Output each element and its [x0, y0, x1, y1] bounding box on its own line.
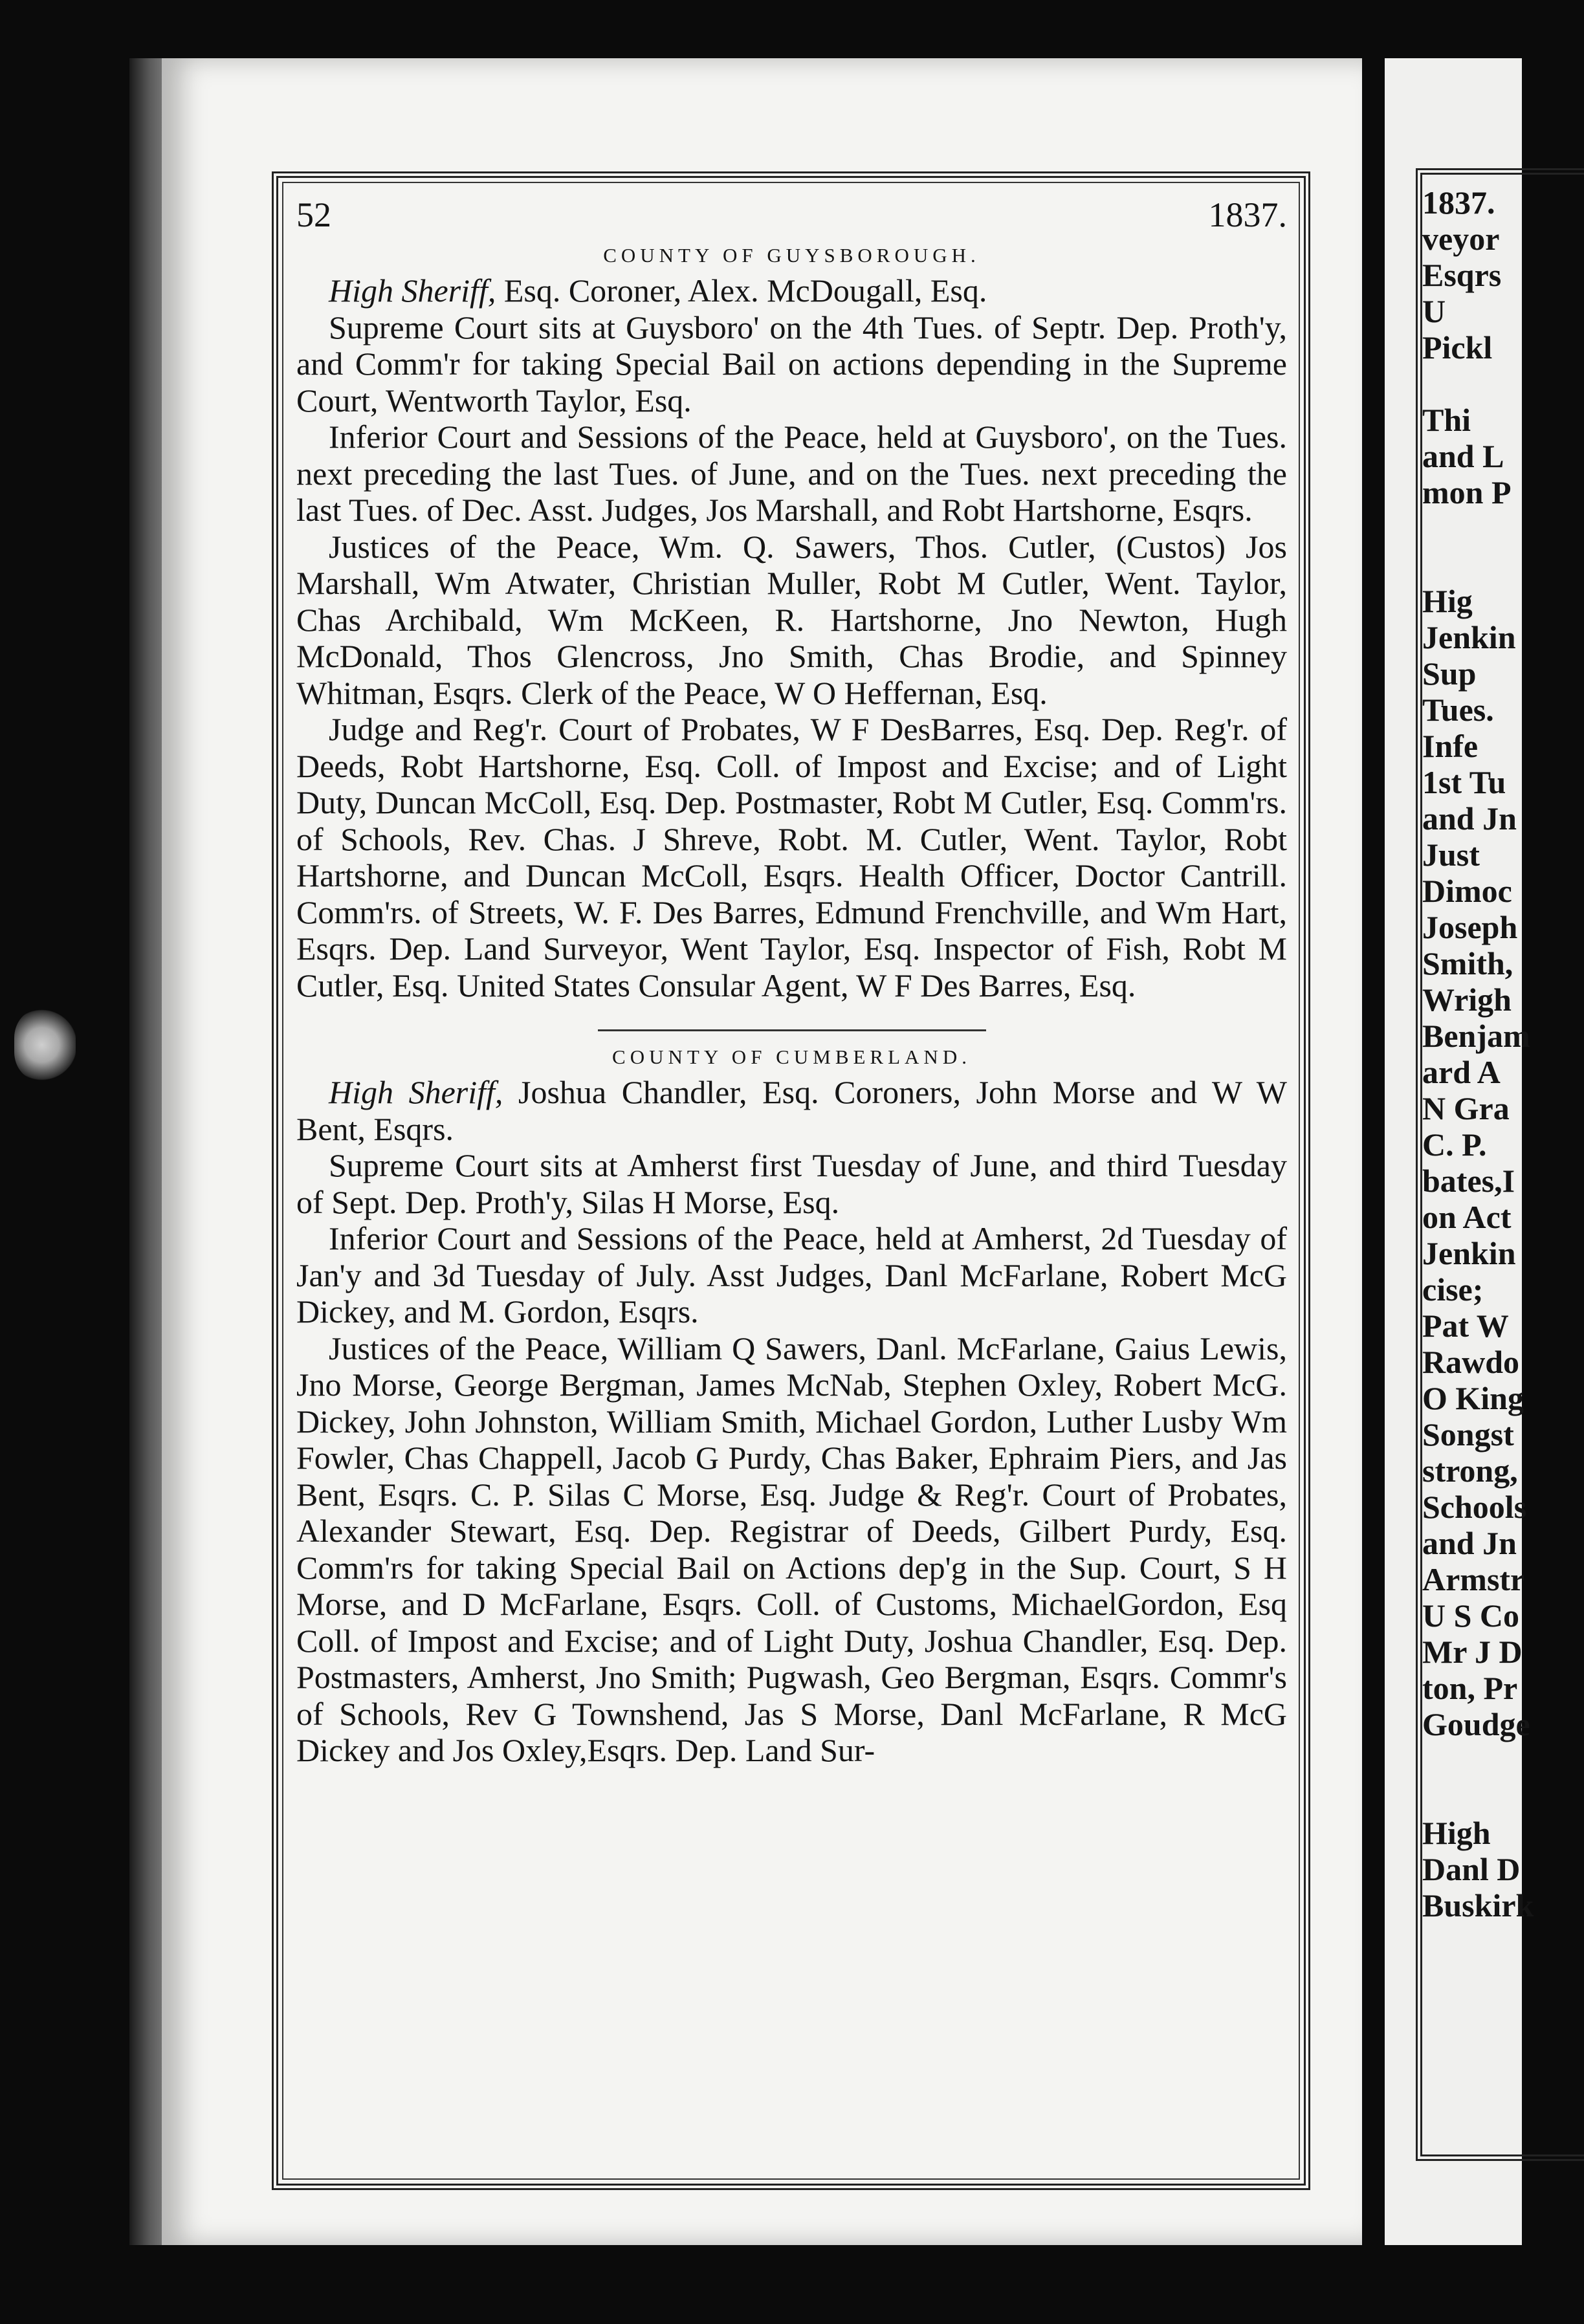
right-page-line: Infe	[1422, 728, 1479, 764]
right-page	[1385, 58, 1534, 2245]
page-content	[296, 196, 1287, 2167]
right-page-line: ard A	[1422, 1054, 1501, 1090]
paragraph-text: Joshua Chandler, Esq. Coroners, John Morse and W W Bent, Esqrs.	[296, 1074, 1287, 1147]
paragraph-text: Supreme Court sits at Guysboro' on the 4th Tues. of Septr. Dep. Proth'y, and Comm'r for taking Special Bail on actions depending in the Supreme Court, Wentworth Taylor, Esq.	[296, 309, 1287, 419]
paragraph	[296, 529, 1287, 712]
right-page-line: Goudge	[1422, 1706, 1530, 1742]
paragraph-text: Justices of the Peace, William Q Sawers, Danl. McFarlane, Gaius Lewis, Jno Morse, George Bergman, James McNab, Stephen Oxley, Robert McG. Dickey, John Johnston, William Smith, Michael Gordon, Luther Lusby Wm Fowler, Chas Chappell, Jacob G Purdy, Chas Baker, Ephraim Piers, and Jas Bent, Esqrs. C. P. Silas C Morse, Esq. Judge & Reg'r. Court of Probates, Alexander Stewart, Esq. Dep. Registrar of Deeds, Gilbert Purdy, Esq. Comm'rs for taking Special Bail on Actions dep'g in the Sup. Court, S H Morse, and D McFarlane, Esqrs. Coll. of Customs, MichaelGordon, Esq Coll. of Impost and Excise; and of Light Duty, Joshua Chandler, Esq. Dep. Postmasters, Amherst, Jno Smith; Pugwash, Geo Bergman, Esqrs. Commr's of Schools, Rev G Townshend, Jas S Morse, Danl McFarlane, R McG Dickey and Jos Oxley,Esqrs. Dep. Land Sur-	[296, 1330, 1287, 1768]
right-page-line: Smith,	[1422, 945, 1513, 981]
running-header	[296, 196, 1287, 234]
right-page-line: veyor	[1422, 221, 1500, 257]
right-page-line: Mr J D	[1422, 1634, 1523, 1670]
right-page-line: Pickl	[1422, 329, 1493, 366]
paragraph-lead: High Sheriff,	[329, 1074, 503, 1110]
paragraph-text: Justices of the Peace, Wm. Q. Sawers, Thos. Cutler, (Custos) Jos Marshall, Wm Atwater, Christian Muller, Robt M Cutler, Went. Taylor, Chas Archibald, Wm McKeen, R. Hartshorne, Jno Newton, Hugh McDonald, Thos Glencross, Jno Smith, Chas Brodie, and Spinney Whitman, Esqrs. Clerk of the Peace, W O Heffernan, Esq.	[296, 528, 1287, 711]
right-page-line: Buskirk	[1422, 1887, 1534, 1924]
paragraph	[296, 1220, 1287, 1330]
paragraph-text: Inferior Court and Sessions of the Peace, held at Amherst, 2d Tuesday of Jan'y and 3d Tuesday of July. Asst Judges, Danl McFarlane, Robert McG Dickey, and M. Gordon, Esqrs.	[296, 1220, 1287, 1330]
right-page-line: High	[1422, 1815, 1491, 1851]
paragraph	[296, 711, 1287, 1003]
right-page-line: Joseph	[1422, 909, 1518, 945]
right-page-text	[1422, 184, 1552, 1924]
paragraph	[296, 419, 1287, 529]
right-page-line	[1422, 1779, 1552, 1815]
right-page-line: Armstr	[1422, 1561, 1525, 1597]
right-page-line: Danl D	[1422, 1851, 1521, 1887]
page-frame	[272, 171, 1310, 2190]
guysborough-section	[296, 272, 1287, 1003]
right-page-line: Rawdo	[1422, 1344, 1520, 1380]
left-page	[162, 58, 1362, 2245]
paragraph	[296, 1147, 1287, 1220]
right-page-line: mon P	[1422, 474, 1512, 510]
right-page-line	[1422, 1742, 1552, 1779]
paragraph-lead: High Sheriff,	[329, 272, 496, 309]
page-year: 1837.	[1208, 195, 1287, 234]
right-page-line: and L	[1422, 438, 1504, 474]
right-page-line: Tues.	[1422, 692, 1494, 728]
right-page-line: cise;	[1422, 1271, 1484, 1308]
right-page-line	[1422, 547, 1552, 583]
right-page-line: 1st Tu	[1422, 764, 1506, 800]
right-page-line: Sup	[1422, 655, 1477, 692]
right-page-line: Hig	[1422, 583, 1473, 619]
county-heading-cumberland: COUNTY OF CUMBERLAND.	[612, 1046, 971, 1068]
right-page-line: Dimoc	[1422, 873, 1512, 909]
paragraph-text: Supreme Court sits at Amherst first Tuesday of June, and third Tuesday of Sept. Dep. Proth'y, Silas H Morse, Esq.	[296, 1147, 1287, 1220]
right-page-line: Wrigh	[1422, 981, 1512, 1018]
county-heading-guysborough: COUNTY OF GUYSBOROUGH.	[603, 244, 980, 267]
paragraph	[296, 1074, 1287, 1147]
right-page-line: O King	[1422, 1380, 1524, 1416]
section-divider	[598, 1029, 986, 1031]
right-page-line: U	[1422, 293, 1446, 329]
right-page-line: Jenkin	[1422, 619, 1516, 655]
right-page-line: and Jn	[1422, 1525, 1517, 1561]
right-page-line	[1422, 510, 1552, 547]
right-page-line: Schools	[1422, 1489, 1527, 1525]
right-page-line: Just	[1422, 837, 1480, 873]
right-page-line: N Gra	[1422, 1090, 1510, 1126]
paragraph	[296, 272, 1287, 309]
ink-blot-icon	[14, 1009, 76, 1080]
right-page-line: and Jn	[1422, 800, 1517, 837]
right-page-line: ton, Pr	[1422, 1670, 1518, 1706]
right-page-line: Esqrs	[1422, 257, 1502, 293]
paragraph-text: Esq. Coroner, Alex. McDougall, Esq.	[496, 272, 987, 309]
right-page-line: U S Co	[1422, 1597, 1520, 1634]
paragraph-text: Inferior Court and Sessions of the Peace, held at Guysboro', on the Tues. next preceding the last Tues. of June, and on the Tues. next preceding the last Tues. of Dec. Asst. Judges, Jos Marshall, and Robt Hartshorne, Esqrs.	[296, 419, 1287, 528]
paragraph	[296, 309, 1287, 419]
right-page-line: 1837.	[1422, 184, 1495, 221]
paragraph	[296, 1330, 1287, 1769]
right-page-line: strong,	[1422, 1453, 1518, 1489]
right-page-line: Songst	[1422, 1416, 1514, 1453]
page-number: 52	[296, 195, 331, 234]
right-page-line: Benjam	[1422, 1018, 1530, 1054]
right-page-line: bates,I	[1422, 1163, 1515, 1199]
right-page-line: on Act	[1422, 1199, 1512, 1235]
right-page-line: Jenkin	[1422, 1235, 1516, 1271]
right-page-line: C. P.	[1422, 1126, 1487, 1163]
cumberland-section	[296, 1074, 1287, 1769]
paragraph-text: Judge and Reg'r. Court of Probates, W F DesBarres, Esq. Dep. Reg'r. of Deeds, Robt Hartshorne, Esq. Coll. of Impost and Excise; and of Light Duty, Duncan McColl, Esq. Dep. Postmaster, Robt M Cutler, Esq. Comm'rs. of Schools, Rev. Chas. J Shreve, Robt. M. Cutler, Went. Taylor, Robt Hartshorne, and Duncan McColl, Esqrs. Health Officer, Doctor Cantrill. Comm'rs. of Streets, W. F. Des Barres, Edmund Frenchville, and Wm Hart, Esqrs. Dep. Land Surveyor, Went Taylor, Esq. Inspector of Fish, Robt M Cutler, Esq. United States Consular Agent, W F Des Barres, Esq.	[296, 711, 1287, 1003]
right-page-line	[1422, 366, 1552, 402]
right-page-line: Thi	[1422, 402, 1471, 438]
right-page-line: Pat W	[1422, 1308, 1509, 1344]
